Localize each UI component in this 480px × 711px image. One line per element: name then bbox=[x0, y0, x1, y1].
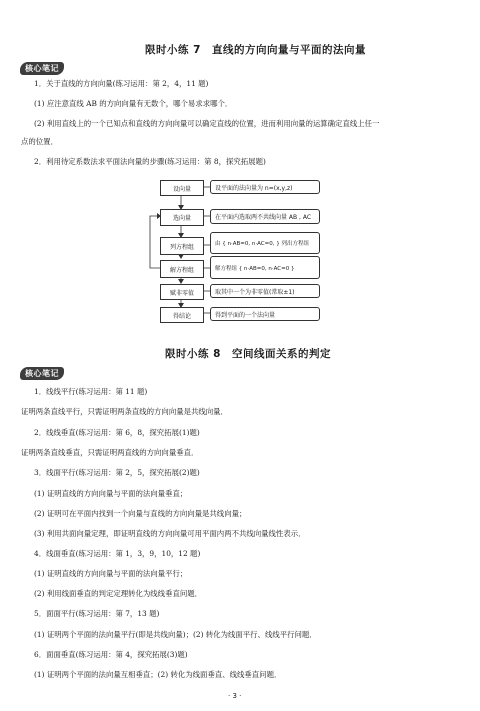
core-notes-badge: 核心笔记 bbox=[20, 367, 64, 380]
section-7-line: (1) 应注意直线 AB 的方向向量有无数个，哪个易求求哪个． bbox=[34, 99, 233, 108]
section-8-line: 5．面面平行(练习运用：第 7，13 题) bbox=[34, 609, 160, 618]
section-8-line: (2) 利用线面垂直的判定定理转化为线线垂直问题． bbox=[34, 589, 203, 598]
section-8-line: 3．线面平行(练习运用：第 2，5，探究拓展(2)题) bbox=[34, 468, 200, 477]
core-notes-badge: 核心笔记 bbox=[20, 62, 64, 75]
section-8-line: 证明两条直线垂直，只需证明两直线的方向向量垂直． bbox=[21, 448, 199, 457]
section-8-line: (1) 证明两个平面的法向量互相垂直；(2) 转化为线面垂直、线线垂直问题． bbox=[34, 670, 282, 679]
section-8-line: 1．线线平行(练习运用：第 11 题) bbox=[34, 387, 148, 396]
flowchart-step-label: 得结论 bbox=[160, 307, 204, 323]
flowchart-step-label: 赋非零值 bbox=[160, 284, 204, 300]
section-7-line: 点的位置． bbox=[21, 137, 58, 146]
flowchart-step-desc: 解方程组 { n·AB=0, n·AC=0 } bbox=[210, 256, 320, 279]
section-7-line: 1．关于直线的方向向量(练习运用：第 2，4，11 题) bbox=[34, 79, 209, 88]
section-8-line: (1) 证明两个平面的法向量平行(即是共线向量)；(2) 转化为线面平行、线线平行问题． bbox=[34, 630, 317, 639]
section-7-line: (2) 利用直线上的一个已知点和直线的方向向量可以确定直线的位置，进而利用向量的运算确定直线上任一 bbox=[34, 119, 380, 128]
section-8-line: (1) 证明直线的方向向量与平面的法向量平行； bbox=[34, 569, 188, 578]
section-8-line: 证明两条直线平行，只需证明两条直线的方向向量是共线向量． bbox=[21, 407, 228, 416]
section-8-line: (3) 利用共面向量定理，即证明直线的方向向量可用平面内两不共线向量线性表示． bbox=[34, 529, 306, 538]
section-8-line: 2．线线垂直(练习运用：第 6，8，探究拓展(1)题) bbox=[34, 428, 200, 437]
flowchart-step-desc: 得到平面的一个法向量 bbox=[210, 307, 320, 321]
section-8-title: 限时小练 8 空间线面关系的判定 bbox=[165, 348, 331, 360]
section-8-line: (2) 证明可在平面内找到一个向量与直线的方向向量是共线向量； bbox=[34, 509, 247, 518]
section-8-line: (1) 证明直线的方向向量与平面的法向量垂直； bbox=[34, 489, 188, 498]
section-8-line: 6．面面垂直(练习运用：第 4，探究拓展(3)题) bbox=[34, 650, 188, 659]
page-number: · 3 · bbox=[228, 692, 242, 700]
flowchart-step-desc: 取其中一个为非零值(常取±1) bbox=[210, 284, 320, 298]
flowchart-step-label: 设向量 bbox=[160, 180, 204, 196]
section-7-line: 2．利用待定系数法求平面法向量的步骤(练习运用：第 8，探究拓展题) bbox=[34, 157, 266, 166]
flowchart-step-desc: 在平面内选取两不共线向量 AB , AC bbox=[210, 209, 320, 224]
flowchart-step-label: 选向量 bbox=[160, 209, 204, 226]
section-7-title: 限时小练 7 直线的方向向量与平面的法向量 bbox=[145, 44, 366, 56]
section-8-line: 4．线面垂直(练习运用：第 1，3，9，10，12 题) bbox=[34, 549, 201, 558]
flowchart-step-label: 列方程组 bbox=[160, 237, 204, 255]
flowchart-step-desc: 由 { n·AB=0, n·AC=0, } 列出方程组 bbox=[210, 232, 320, 254]
flowchart-step-desc: 设平面的法向量为 n=(x,y,z) bbox=[210, 180, 320, 194]
flowchart-step-label: 解方程组 bbox=[160, 260, 204, 278]
